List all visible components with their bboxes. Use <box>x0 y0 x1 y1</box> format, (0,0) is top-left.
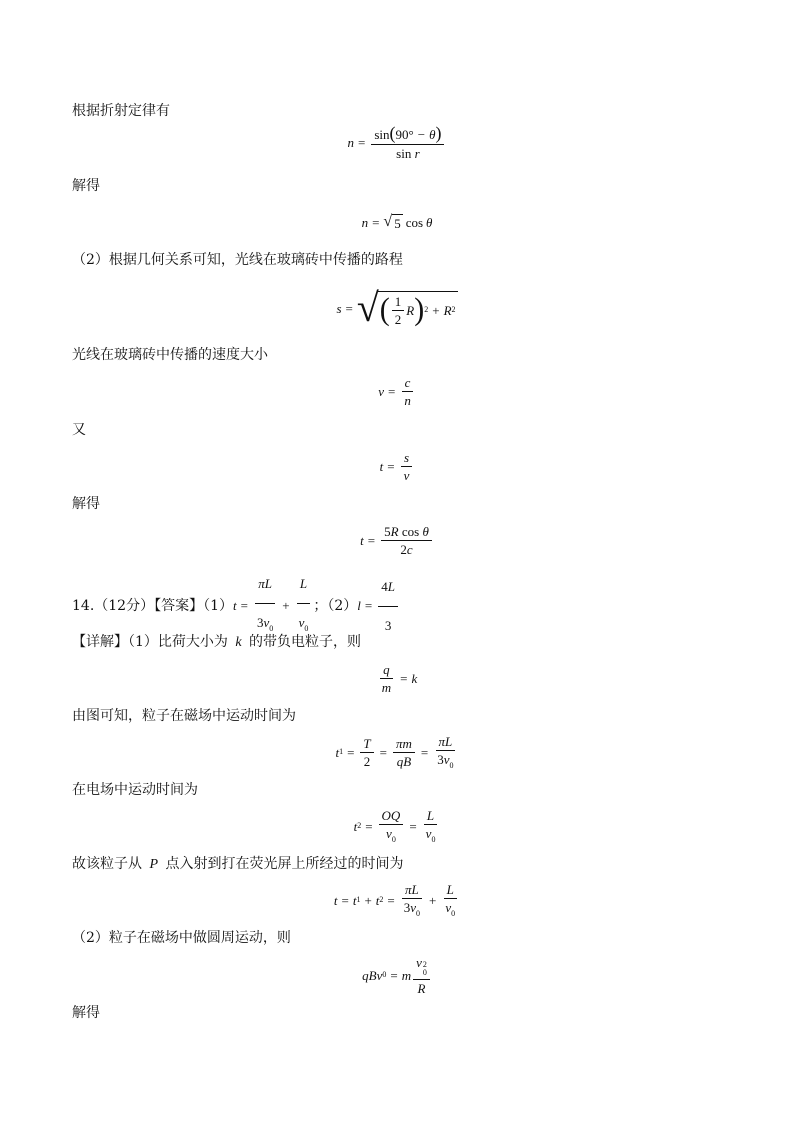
detail-var-k: k <box>235 635 242 650</box>
formula-t2: t 2 = $\frac{OQ}{v_0}$ = $\frac{L}{v_0}$ <box>353 807 436 844</box>
paragraph-total-time <box>72 854 722 875</box>
paragraph-circular-motion: （2）粒子在磁场中做圆周运动，则 <box>72 930 291 946</box>
total-var-p: P <box>149 857 159 872</box>
answer-formula-2: l = $\frac{4L}{3}$ <box>357 570 400 643</box>
formula-refractive-index: n = $\frac{\sin(90^\circ - \theta)}{\text{sin r}}$ <box>0 116 794 168</box>
paragraph-path-length: （2）根据几何关系可知，光线在玻璃砖中传播的路程 <box>72 252 403 268</box>
paragraph-magnetic-time: 由图可知，粒子在磁场中运动时间为 <box>72 708 296 724</box>
formula-total-time: t = t 1 + t 2 = $\frac{\pi L}{3v_0}$ + $\frac{L}{v_0}$ <box>333 881 456 918</box>
paragraph-also: 又 <box>72 422 86 438</box>
answer-separator: ；（2） <box>313 598 358 614</box>
paragraph-solve-1: 解得 <box>72 178 100 194</box>
paragraph-refraction-law: 根据折射定律有 <box>72 103 170 119</box>
formula-path-s: s = √ ( $\frac{1}{2}$ R ) 2 + R 2 <box>336 285 456 330</box>
formula-t1: t 1 = $\frac{T}{2}$ = $\frac{\pi m}{qB}$ = $\frac{\pi L}{3v_0}$ <box>335 733 454 770</box>
detail-suffix: 的带负电粒子，则 <box>249 634 362 650</box>
paragraph-solve-3: 解得 <box>72 1005 100 1021</box>
answer-formula-1: t = $\frac{\pi L}{3v_0}$ + $\frac{L}{v_0}$ <box>233 567 313 646</box>
paragraph-speed: 光线在玻璃砖中传播的速度大小 <box>72 347 268 363</box>
detail-prefix: 【详解】（1）比荷大小为 <box>72 634 228 650</box>
paragraph-solve-2: 解得 <box>72 496 100 512</box>
formula-n-result: n = √ 5 cos θ <box>361 213 433 231</box>
paragraph-detail-intro <box>72 632 722 653</box>
formula-speed: v = $\frac{c}{n}$ <box>0 365 794 417</box>
formula-time: t = $\frac{s}{v}$ <box>0 440 794 492</box>
paragraph-electric-time: 在电场中运动时间为 <box>72 782 198 798</box>
formula-time-result: t = $\frac{\text{5R cos θ}}{2c}$ <box>0 514 794 566</box>
total-prefix: 故该粒子从 <box>72 856 142 872</box>
answer-prefix: 14.（12分）【答案】（1） <box>72 598 233 614</box>
total-suffix: 点入射到打在荧光屏上所经过的时间为 <box>165 856 404 872</box>
formula-charge-mass-ratio: $\frac{q}{m}$ = k <box>381 661 418 695</box>
formula-lorentz-force: qBv 0 = m v 2 0 R <box>0 948 794 1002</box>
question-14-answer <box>72 575 722 633</box>
